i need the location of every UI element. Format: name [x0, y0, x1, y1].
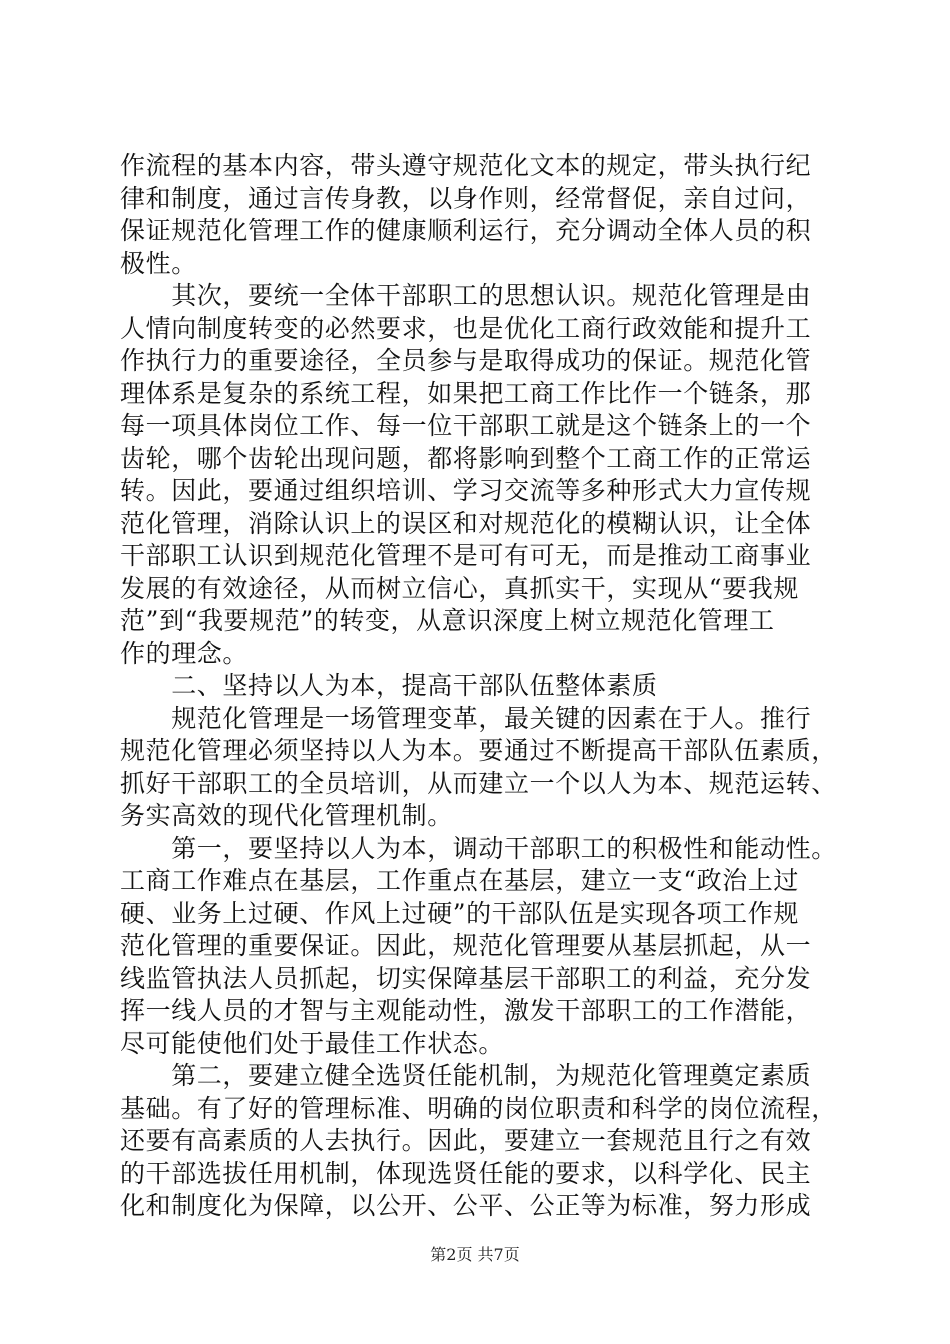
- text-line: 硬、业务上过硬、作风上过硬”的干部队伍是实现各项工作规: [120, 898, 799, 928]
- text-line: 其次，要统一全体干部职工的思想认识。规范化管理是由: [120, 281, 812, 310]
- text-line: 范化管理，消除认识上的误区和对规范化的模糊认识，让全体: [120, 508, 812, 538]
- text-line: 作的理念。: [120, 638, 249, 668]
- text-line: 规范化管理是一场管理变革，最关键的因素在于人。推行: [120, 703, 812, 733]
- text-line: 律和制度，通过言传身教，以身作则，经常督促，亲自过问，: [120, 183, 812, 213]
- text-line: 干部职工认识到规范化管理不是可有可无，而是推动工商事业: [120, 541, 812, 570]
- page-number-footer: 第2页 共7页: [430, 1245, 520, 1264]
- text-line: 第二，要建立健全选贤任能机制，为规范化管理奠定素质: [120, 1061, 812, 1090]
- text-line: 理体系是复杂的系统工程，如果把工商工作比作一个链条，那: [120, 378, 812, 408]
- text-line: 还要有高素质的人去执行。因此，要建立一套规范且行之有效: [120, 1126, 812, 1155]
- text-line: 齿轮，哪个齿轮出现问题，都将影响到整个工商工作的正常运: [120, 443, 812, 473]
- text-line: 线监管执法人员抓起，切实保障基层干部职工的利益，充分发: [120, 963, 812, 993]
- text-line: 第一，要坚持以人为本，调动干部职工的积极性和能动性。: [120, 833, 837, 863]
- text-line: 作流程的基本内容，带头遵守规范化文本的规定，带头执行纪: [120, 151, 812, 180]
- text-line: 人情向制度转变的必然要求，也是优化工商行政效能和提升工: [120, 313, 812, 343]
- text-line: 挥一线人员的才智与主观能动性，激发干部职工的工作潜能，: [120, 996, 812, 1025]
- text-line: 基础。有了好的管理标准、明确的岗位职责和科学的岗位流程，: [120, 1093, 837, 1123]
- text-line: 化和制度化为保障，以公开、公平、公正等为标准，努力形成: [120, 1191, 812, 1220]
- text-line: 发展的有效途径，从而树立信心，真抓实干，实现从“要我规: [120, 573, 799, 603]
- text-line: 保证规范化管理工作的健康顺利运行，充分调动全体人员的积: [120, 216, 812, 245]
- text-line: 极性。: [120, 248, 197, 278]
- text-line: 规范化管理必须坚持以人为本。要通过不断提高干部队伍素质，: [120, 736, 837, 765]
- text-line: 务实高效的现代化管理机制。: [120, 801, 453, 830]
- text-line: 工商工作难点在基层，工作重点在基层，建立一支“政治上过: [120, 866, 799, 895]
- text-line: 抓好干部职工的全员培训，从而建立一个以人为本、规范运转、: [120, 768, 837, 798]
- text-line: 的干部选拔任用机制，体现选贤任能的要求，以科学化、民主: [120, 1158, 812, 1188]
- text-line: 每一项具体岗位工作、每一位干部职工就是这个链条上的一个: [120, 411, 812, 440]
- text-line: 尽可能使他们处于最佳工作状态。: [120, 1028, 505, 1058]
- text-line: 范”到“我要规范”的转变，从意识深度上树立规范化管理工: [120, 606, 775, 635]
- text-line: 作执行力的重要途径，全员参与是取得成功的保证。规范化管: [120, 346, 812, 375]
- text-line: 范化管理的重要保证。因此，规范化管理要从基层抓起，从一: [120, 931, 812, 960]
- text-line: 转。因此，要通过组织培训、学习交流等多种形式大力宣传规: [120, 476, 812, 505]
- section-heading: 二、坚持以人为本，提高干部队伍整体素质: [120, 671, 658, 700]
